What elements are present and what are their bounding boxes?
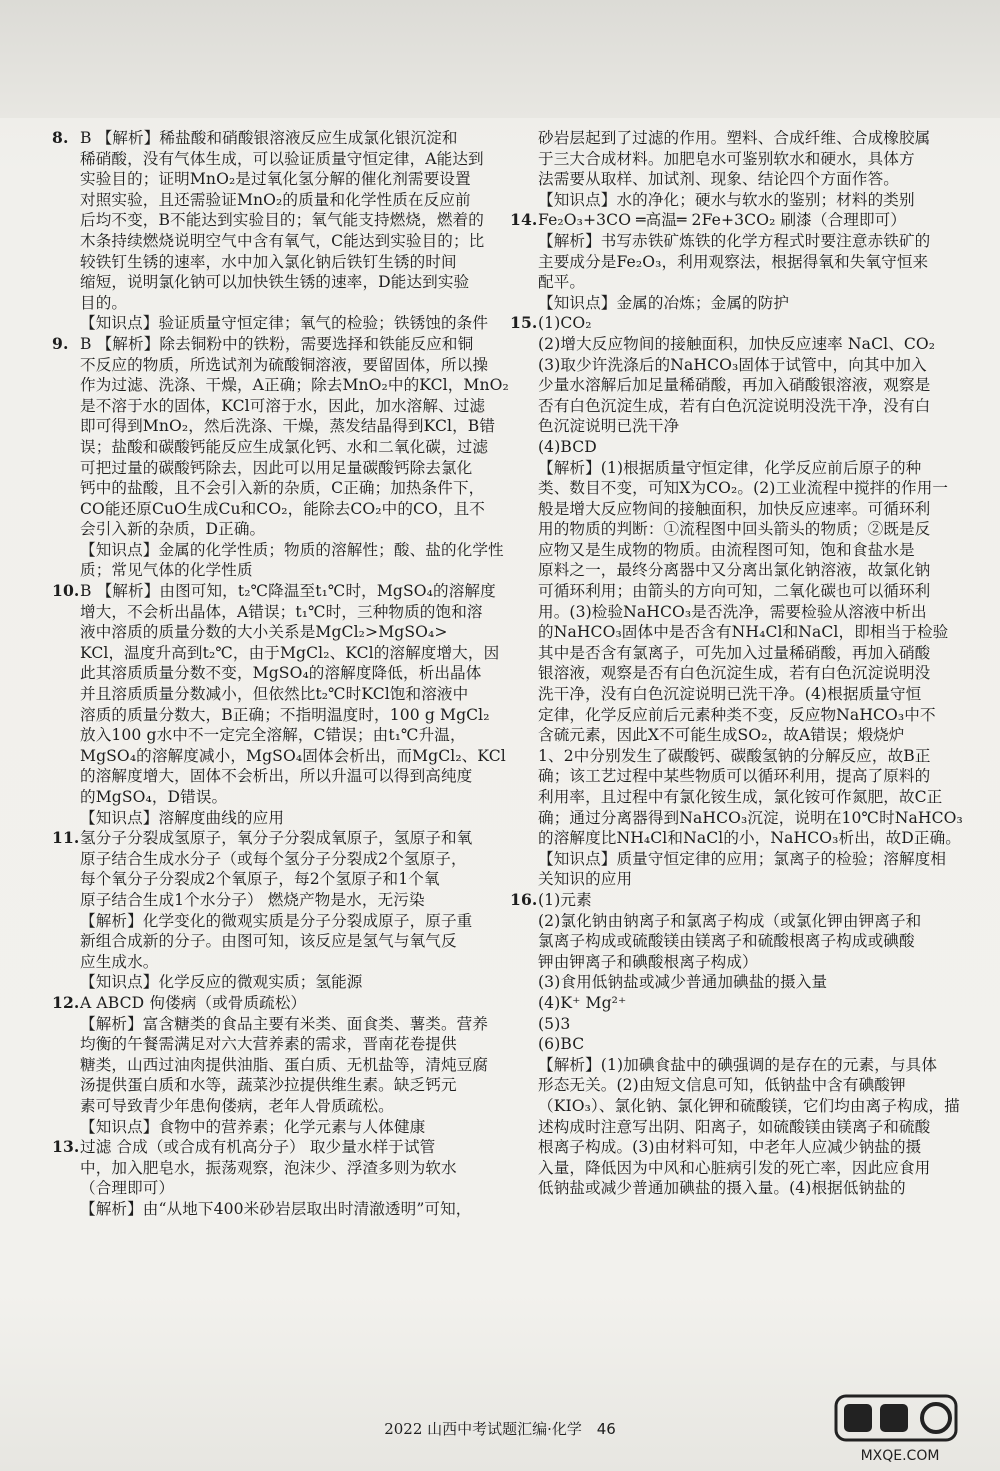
answer-block (510, 889, 960, 1199)
text-line: 均衡的午餐需满足对六大营养素的需求，晋南花卷提供 (80, 1035, 457, 1054)
text-line: 【知识点】验证质量守恒定律；氧气的检验；铁锈蚀的条件 (80, 314, 489, 333)
text-line: B 【解析】稀盐酸和硝酸银溶液反应生成氯化银沉淀和 (80, 129, 458, 147)
text-line: (2)氯化钠由钠离子和氯离子构成（或氯化钾由钾离子和 (538, 911, 922, 930)
text-line: 确；该工艺过程中某些物质可以循环利用，提高了原料的 (538, 767, 931, 786)
text-line: A ABCD 佝偻病（或骨质疏松） (80, 993, 307, 1012)
text-line: 目的。 (80, 293, 128, 312)
footer-title: 2022 山西中考试题汇编·化学 (384, 1420, 582, 1438)
answer-block (52, 992, 489, 1137)
text-line: 原子结合生成1个水分子） 燃烧产物是水，无污染 (80, 890, 425, 909)
answer-block (52, 128, 489, 334)
text-line: 后均不变，B不能达到实验目的；氧气能支持燃烧，燃着的 (80, 211, 484, 230)
right-column (510, 128, 963, 1199)
text-line: （合理即可） (80, 1179, 175, 1198)
watermark-url: MXQE.COM (860, 1448, 940, 1464)
text-line: 不反应的物质，所选试剂为硫酸铜溶液，要留固体，所以操 (80, 355, 489, 374)
text-line: 【解析】由“从地下400米砂岩层取出时清澈透明”可知， (80, 1199, 472, 1218)
text-line: 否有白色沉淀生成，若有白色沉淀说明没洗干净，没有白 (538, 396, 931, 415)
text-line: 误；盐酸和碳酸钙能反应生成氯化钙、水和二氧化碳，过滤 (80, 437, 489, 456)
question-number: 14. (510, 210, 538, 230)
question-number: 9. (52, 333, 69, 353)
text-line: 利用率，且过程中有氯化铵生成，氯化铵可作氮肥，故C正 (538, 788, 943, 806)
text-line: 液中溶质的质量分数的大小关系是MgCl₂>MgSO₄> (80, 623, 448, 642)
blank-top-area (0, 0, 1000, 118)
text-line: 法需要从取样、加试剂、现象、结论四个方面作答。 (538, 170, 899, 189)
text-line: 每个氧分子分裂成2个氧原子，每2个氢原子和1个氧 (80, 870, 440, 889)
text-line: 并且溶质质量分数减小，但依然比t₂℃时KCl饱和溶液中 (80, 685, 469, 704)
text-line: (5)3 (538, 1014, 571, 1033)
text-line: 【知识点】质量守恒定律的应用；氯离子的检验；溶解度相 (538, 849, 947, 868)
text-line: 的溶解度比NH₄Cl和NaCl的小，NaHCO₃析出，故D正确。 (538, 829, 961, 848)
text-line: 洗干净，没有白色沉淀说明已洗干净。(4)根据质量守恒 (538, 685, 922, 704)
text-line: (4)K⁺ Mg²⁺ (538, 993, 627, 1012)
text-line: 【知识点】溶解度曲线的应用 (80, 808, 285, 827)
text-line: 形态无关。(2)由短文信息可知，低钠盐中含有碘酸钾 (538, 1076, 906, 1095)
text-line: 少量水溶解后加足量稀硝酸，再加入硝酸银溶液，观察是 (538, 376, 931, 395)
question-number: 13. (52, 1137, 80, 1157)
text-line: 中，加入肥皂水，振荡观察，泡沫少、浮渣多则为软水 (80, 1158, 457, 1177)
text-line: 【知识点】金属的化学性质；物质的溶解性；酸、盐的化学性 (80, 540, 504, 559)
text-line: 【解析】(1)根据质量守恒定律，化学反应前后原子的种 (538, 458, 922, 477)
question-number: 15. (510, 313, 538, 333)
question-number: 12. (52, 992, 80, 1012)
text-line: 【解析】富含糖类的食品主要有米类、面食类、薯类。营养 (80, 1014, 489, 1033)
text-line: 其中是否含有氯离子，可先加入过量稀硝酸，再加入硝酸 (538, 643, 931, 662)
text-line: 银溶液，观察是否有白色沉淀生成，若有白色沉淀说明没 (538, 664, 931, 683)
text-line: 【知识点】化学反应的微观实质；氢能源 (80, 973, 363, 992)
text-line: 【知识点】食物中的营养素；化学元素与人体健康 (80, 1117, 426, 1136)
text-line: 氯离子构成或硫酸镁由镁离子和硫酸根离子构成或碘酸 (538, 932, 915, 951)
text-line: 氢分子分裂成氢原子，氧分子分裂成氧原子，氢原子和氧 (80, 829, 473, 848)
answer-block (510, 128, 950, 210)
text-line: 砂岩层起到了过滤的作用。塑料、合成纤维、合成橡胶属 (538, 129, 931, 147)
text-line: 会引入新的杂质，D正确。 (80, 520, 266, 539)
text-line: 配平。 (538, 273, 586, 292)
text-line: (1)元素 (538, 890, 592, 909)
text-line: 质；常见气体的化学性质 (80, 561, 253, 580)
text-line: 低钠盐或减少普通加碘盐的摄入量。(4)根据低钠盐的 (538, 1179, 906, 1198)
text-line: (3)取少许洗涤后的NaHCO₃固体于试管中，向其中加入 (538, 355, 927, 374)
text-line: 【知识点】水的净化；硬水与软水的鉴别；材料的类别 (538, 190, 915, 209)
text-line: 般是增大反应物间的接触面积，加快反应速率。可循环利 (538, 499, 931, 518)
text-line: 可把过量的碳酸钙除去，因此可以用足量碳酸钙除去氯化 (80, 458, 473, 477)
text-line: 稀硝酸，没有气体生成，可以验证质量守恒定律，A能达到 (80, 149, 484, 168)
text-line: 钾由钾离子和碘酸根离子构成） (538, 952, 758, 971)
text-line: 实验目的；证明MnO₂是过氧化氢分解的催化剂需要设置 (80, 170, 471, 189)
text-line: 增大，不会析出晶体，A错误；t₁℃时，三种物质的饱和溶 (80, 602, 483, 621)
text-line: KCl，温度升高到t₂℃，由于MgCl₂、KCl的溶解度增大，因 (80, 643, 500, 662)
question-number: 8. (52, 128, 69, 147)
left-column (52, 128, 509, 1219)
text-line: 对照实验，且还需验证MnO₂的质量和化学性质在反应前 (80, 190, 471, 209)
text-line: 可循环利用；由箭头的方向可知，二氧化碳也可以循环利 (538, 582, 931, 601)
text-line: 应生成水。 (80, 952, 159, 971)
text-line: 过滤 合成（或合成有机高分子） 取少量水样于试管 (80, 1138, 436, 1157)
text-line: 入量，降低因为中风和心脏病引发的死亡率，因此应食用 (538, 1158, 931, 1177)
text-line: 于三大合成材料。加肥皂水可鉴别软水和硬水，具体方 (538, 149, 915, 168)
answer-block (52, 1137, 482, 1219)
text-line: 主要成分是Fe₂O₃，利用观察法，根据得氧和失氧守恒来 (538, 252, 929, 271)
text-line: 用。(3)检验NaHCO₃是否洗净，需要检验从溶液中析出 (538, 602, 927, 621)
text-line: 木条持续燃烧说明空气中含有氧气，C能达到实验目的；比 (80, 231, 485, 250)
text-line: 【知识点】金属的冶炼；金属的防护 (538, 293, 790, 312)
text-line: 【解析】书写赤铁矿炼铁的化学方程式时要注意赤铁矿的 (538, 231, 931, 250)
text-line: 的NaHCO₃固体中是否含有NH₄Cl和NaCl，即相当于检验 (538, 623, 949, 642)
text-line: Fe₂O₃+3CO ═高温═ 2Fe+3CO₂ 刷漆（合理即可） (538, 211, 907, 230)
text-line: 溶质的质量分数大，B正确；不指明温度时，100 g MgCl₂ (80, 705, 490, 724)
text-line: 根离子构成。(3)由材料可知，中老年人应减少钠盐的摄 (538, 1138, 922, 1157)
text-line: (4)BCD (538, 437, 597, 456)
text-line: (6)BC (538, 1035, 585, 1054)
watermark-logo-icon (836, 1396, 956, 1440)
text-line: 用的物质的判断：①流程图中回头箭头的物质；②既是反 (538, 520, 931, 539)
text-line: 确；通过分离器得到NaHCO₃沉淀，说明在10℃时NaHCO₃ (538, 808, 963, 827)
answer-block (510, 210, 950, 313)
watermark-logo (818, 1390, 988, 1470)
text-line: 原料之一，最终分离器中又分离出氯化钠溶液，故氯化钠 (538, 561, 931, 580)
question-number: 10. (52, 581, 80, 601)
question-number: 11. (52, 828, 80, 848)
text-line: （KIO₃）、氯化钠、氯化钾和硫酸镁，它们均由离子构成，描 (538, 1096, 960, 1115)
text-line: 述构成时注意写出阴、阳离子，如硫酸镁由镁离子和硫酸 (538, 1117, 931, 1136)
text-line: 较铁钉生锈的速率，水中加入氯化钠后铁钉生锈的时间 (80, 252, 457, 271)
text-line: 的MgSO₄，D错误。 (80, 788, 228, 806)
text-line: 作为过滤、洗涤、干燥，A正确；除去MnO₂中的KCl，MnO₂ (80, 376, 509, 395)
text-line: 缩短，说明氯化钠可以加快铁生锈的速率，D能达到实验 (80, 273, 470, 292)
text-line: 1、2中分别发生了碳酸钙、碳酸氢钠的分解反应，故B正 (538, 746, 931, 765)
text-line: 糖类，山西过油肉提供油脂、蛋白质、无机盐等，清炖豆腐 (80, 1055, 489, 1074)
text-line: 类、数目不变，可知X为CO₂。(2)工业流程中搅拌的作用一 (538, 479, 949, 498)
text-line: B 【解析】由图可知，t₂℃降温至t₁℃时，MgSO₄的溶解度 (80, 582, 496, 601)
answer-block (52, 333, 509, 581)
text-line: 素可导致青少年患佝偻病，老年人骨质疏松。 (80, 1096, 394, 1115)
text-line: 【解析】(1)加碘食盐中的碘强调的是存在的元素，与具体 (538, 1055, 938, 1074)
text-line: CO能还原CuO生成Cu和CO₂，能除去CO₂中的CO，且不 (80, 499, 486, 518)
answer-block (510, 313, 963, 890)
text-line: 应物又是生成物的物质。由流程图可知，饱和食盐水是 (538, 540, 915, 559)
text-line: 关知识的应用 (538, 870, 633, 889)
text-line: 此其溶质质量分数不变，MgSO₄的溶解度降低，析出晶体 (80, 664, 482, 683)
answer-block (52, 581, 506, 828)
text-line: 是不溶于水的固体，KCl可溶于水，因此，加水溶解、过滤 (80, 396, 486, 415)
text-line: 【解析】化学变化的微观实质是分子分裂成原子，原子重 (80, 911, 473, 930)
text-line: 含硫元素，因此X不可能生成SO₂，故A错误；煅烧炉 (538, 726, 905, 745)
text-line: MgSO₄的溶解度减小，MgSO₄固体会析出，而MgCl₂、KCl (80, 746, 506, 765)
text-line: 即可得到MnO₂，然后洗涤、干燥，蒸发结晶得到KCl，B错 (80, 417, 496, 436)
text-line: 放入100 g水中不一定完全溶解，C错误；由t₁℃升温， (80, 726, 466, 745)
text-line: 的溶解度增大，固体不会析出，所以升温可以得到高纯度 (80, 767, 473, 786)
text-line: 原子结合生成水分子（或每个氢分子分裂成2个氢原子， (80, 849, 467, 868)
text-line: 色沉淀说明已洗干净 (538, 417, 680, 436)
text-line: 钙中的盐酸，且不会引入新的杂质，C正确；加热条件下， (80, 479, 485, 498)
text-line: (2)增大反应物间的接触面积，加快反应速率 NaCl、CO₂ (538, 334, 936, 353)
answer-block (52, 828, 482, 993)
text-line: (1)CO₂ (538, 314, 592, 333)
question-number: 16. (510, 889, 538, 909)
page-number: 46 (596, 1420, 616, 1438)
text-line: B 【解析】除去铜粉中的铁粉，需要选择和铁能反应和铜 (80, 334, 474, 353)
text-line: 汤提供蛋白质和水等，蔬菜沙拉提供维生素。缺乏钙元 (80, 1076, 457, 1095)
text-line: 定律，化学反应前后元素种类不变，反应物NaHCO₃中不 (538, 705, 936, 724)
text-line: 新组合成新的分子。由图可知，该反应是氢气与氧气反 (80, 932, 457, 951)
text-line: (3)食用低钠盐或减少普通加碘盐的摄入量 (538, 973, 828, 992)
